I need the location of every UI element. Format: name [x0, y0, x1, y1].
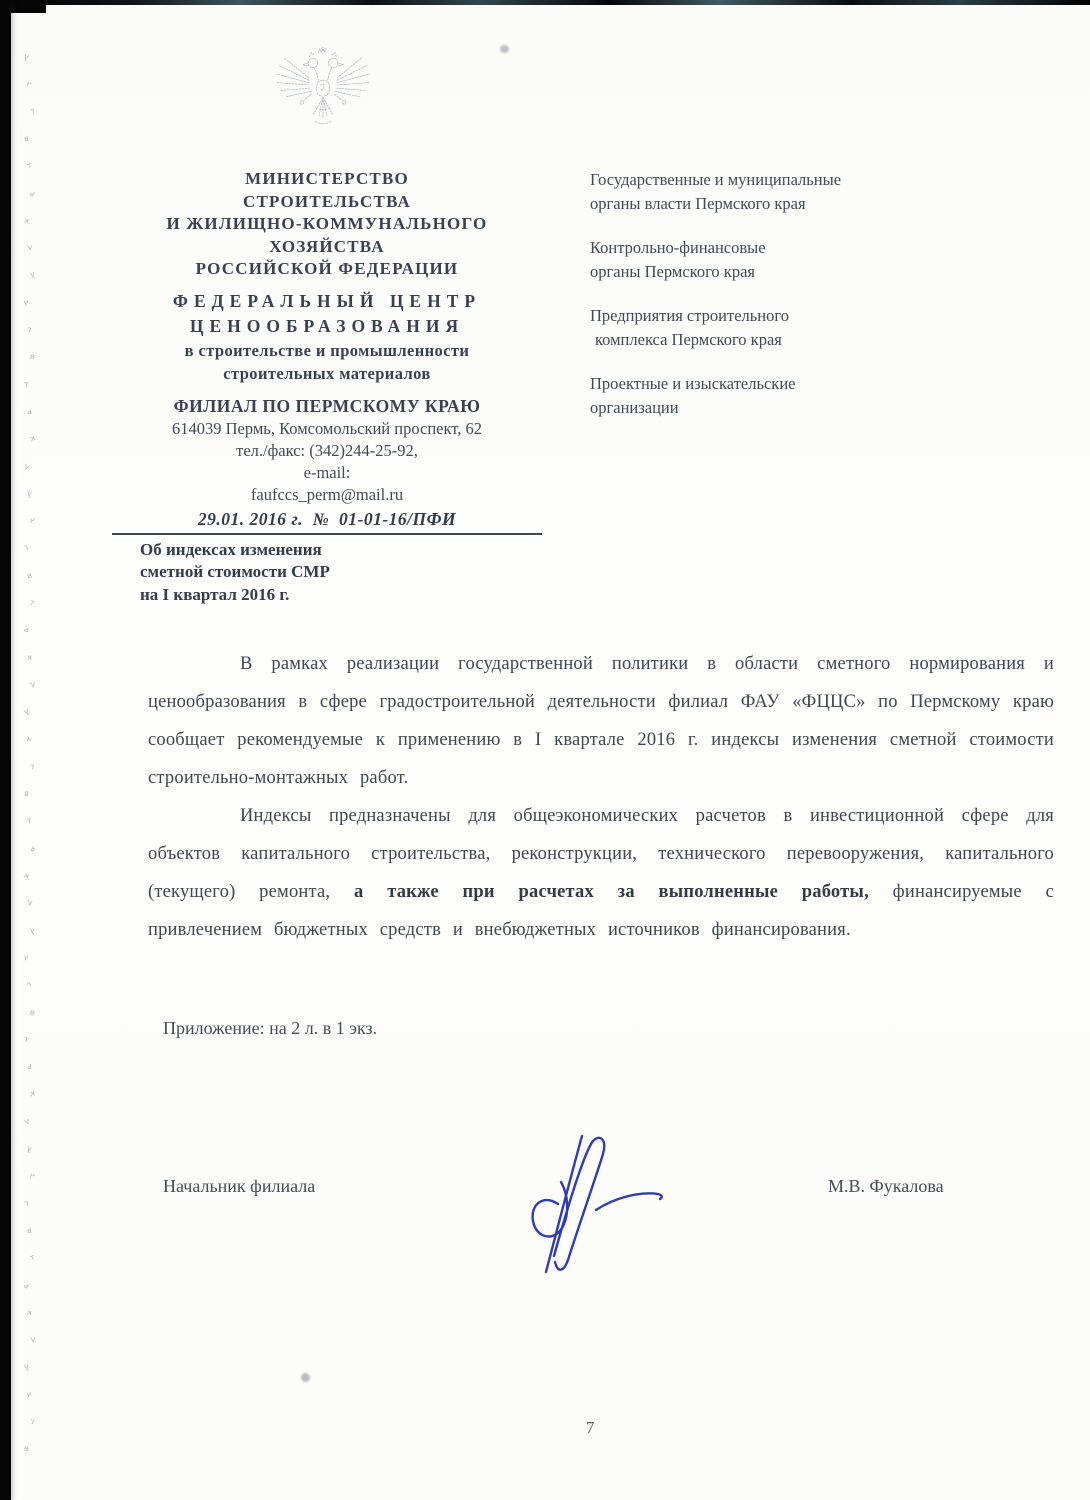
- addressee-line: Предприятия строительного: [590, 306, 789, 325]
- coat-of-arms-icon: [268, 42, 378, 150]
- addressee-line: органы власти Пермского края: [590, 193, 806, 213]
- ministry-name-line: ХОЗЯЙСТВА: [269, 236, 385, 256]
- attachment-note: Приложение: на 2 л. в 1 экз.: [163, 1018, 378, 1038]
- addressee-item: [590, 372, 960, 419]
- email-address: faufccs_perm@mail.ru: [250, 484, 404, 504]
- ministry-name-line: И ЖИЛИЩНО-КОММУНАЛЬНОГО: [166, 214, 488, 233]
- horizontal-rule: [112, 533, 542, 535]
- signer-position-title: Начальник филиала: [163, 1176, 316, 1196]
- addressee-line: организации: [590, 397, 679, 417]
- ministry-name-line: МИНИСТЕРСТВО: [245, 169, 409, 188]
- addressee-item: [590, 168, 960, 215]
- handwritten-signature: [498, 1128, 666, 1278]
- letterhead-org-block: [110, 168, 544, 606]
- email-label: e-mail:: [303, 462, 351, 482]
- scan-smudge: [500, 45, 509, 53]
- date-and-number-line: 29.01. 2016 г. № 01-01-16/ПФИ: [197, 508, 457, 529]
- scan-top-edge: [0, 0, 1090, 5]
- addressee-line: Проектные и изыскательские: [590, 374, 796, 393]
- addressees-list: [590, 168, 960, 440]
- phone-fax: тел./факс: (342)244-25-92,: [236, 440, 418, 460]
- addressee-item: [590, 236, 960, 283]
- body-paragraph-2-text: финансируемые с привлечением бюджетных средств и внебюджетных источников финансирования.: [148, 882, 1054, 940]
- scan-left-edge: [0, 0, 11, 1500]
- subject-line: сметной стоимости СМР: [140, 562, 330, 581]
- federal-center-subline: строительных материалов: [223, 363, 431, 383]
- addressee-item: [590, 304, 960, 351]
- subject-line: на I квартал 2016 г.: [140, 584, 290, 604]
- addressee-line: комплекса Пермского края: [595, 329, 782, 349]
- body-paragraph-1: В рамках реализации государственной политики в области сметного нормирования и ценообразования в сфере градостроительной деятельности филиал ФАУ «ФЦЦС» по Пермскому краю сообщает рекомендуемые к применению в I квартале 2016 г. индексы изменения сметной стоимости строительно-монтажных работ.: [148, 654, 1054, 788]
- body-paragraph-2-bold: а также при расчетах за выполненные работы,: [354, 882, 869, 902]
- body-paragraph-2: [148, 797, 1054, 949]
- federal-center-line: ЦЕНООБРАЗОВАНИЯ: [189, 315, 465, 336]
- subject-block: [110, 539, 544, 607]
- ministry-name-line: РОССИЙСКОЙ ФЕДЕРАЦИИ: [195, 259, 459, 278]
- scan-smudge: [301, 1373, 310, 1382]
- addressee-line: Контрольно-финансовые: [590, 238, 766, 257]
- addressee-line: органы Пермского края: [590, 261, 755, 281]
- ministry-name-line: СТРОИТЕЛЬСТВА: [242, 191, 412, 211]
- federal-center-subline: в строительстве и промышленности: [184, 340, 470, 360]
- subject-line: Об индексах изменения: [140, 539, 322, 559]
- signer-name: М.В. Фукалова: [828, 1176, 944, 1196]
- addressee-line: Государственные и муниципальные: [590, 170, 842, 189]
- body-paragraph-2-text: Индексы предназначены для общеэкономических расчетов в инвестиционной сфере для объектов капитального строительства, реконструкции, технического перевооружения, капитального (текущего) ремонта,: [148, 806, 1054, 902]
- page-number: 7: [586, 1418, 595, 1437]
- letter-body: [148, 645, 1054, 949]
- federal-center-line: ФЕДЕРАЛЬНЫЙ ЦЕНТР: [172, 290, 482, 311]
- branch-name: ФИЛИАЛ ПО ПЕРМСКОМУ КРАЮ: [173, 395, 481, 416]
- postal-address: 614039 Пермь, Комсомольский проспект, 62: [172, 418, 482, 438]
- scan-bleedthrough-marks: у ч г в т ь к ѵ у ч г в т ь к ѵ у ч г в т ь к ѵ у ч г в т ь к ѵ у ч г в т ь к ѵ у ч г в т ь к ѵ у ч г в: [22, 51, 37, 1454]
